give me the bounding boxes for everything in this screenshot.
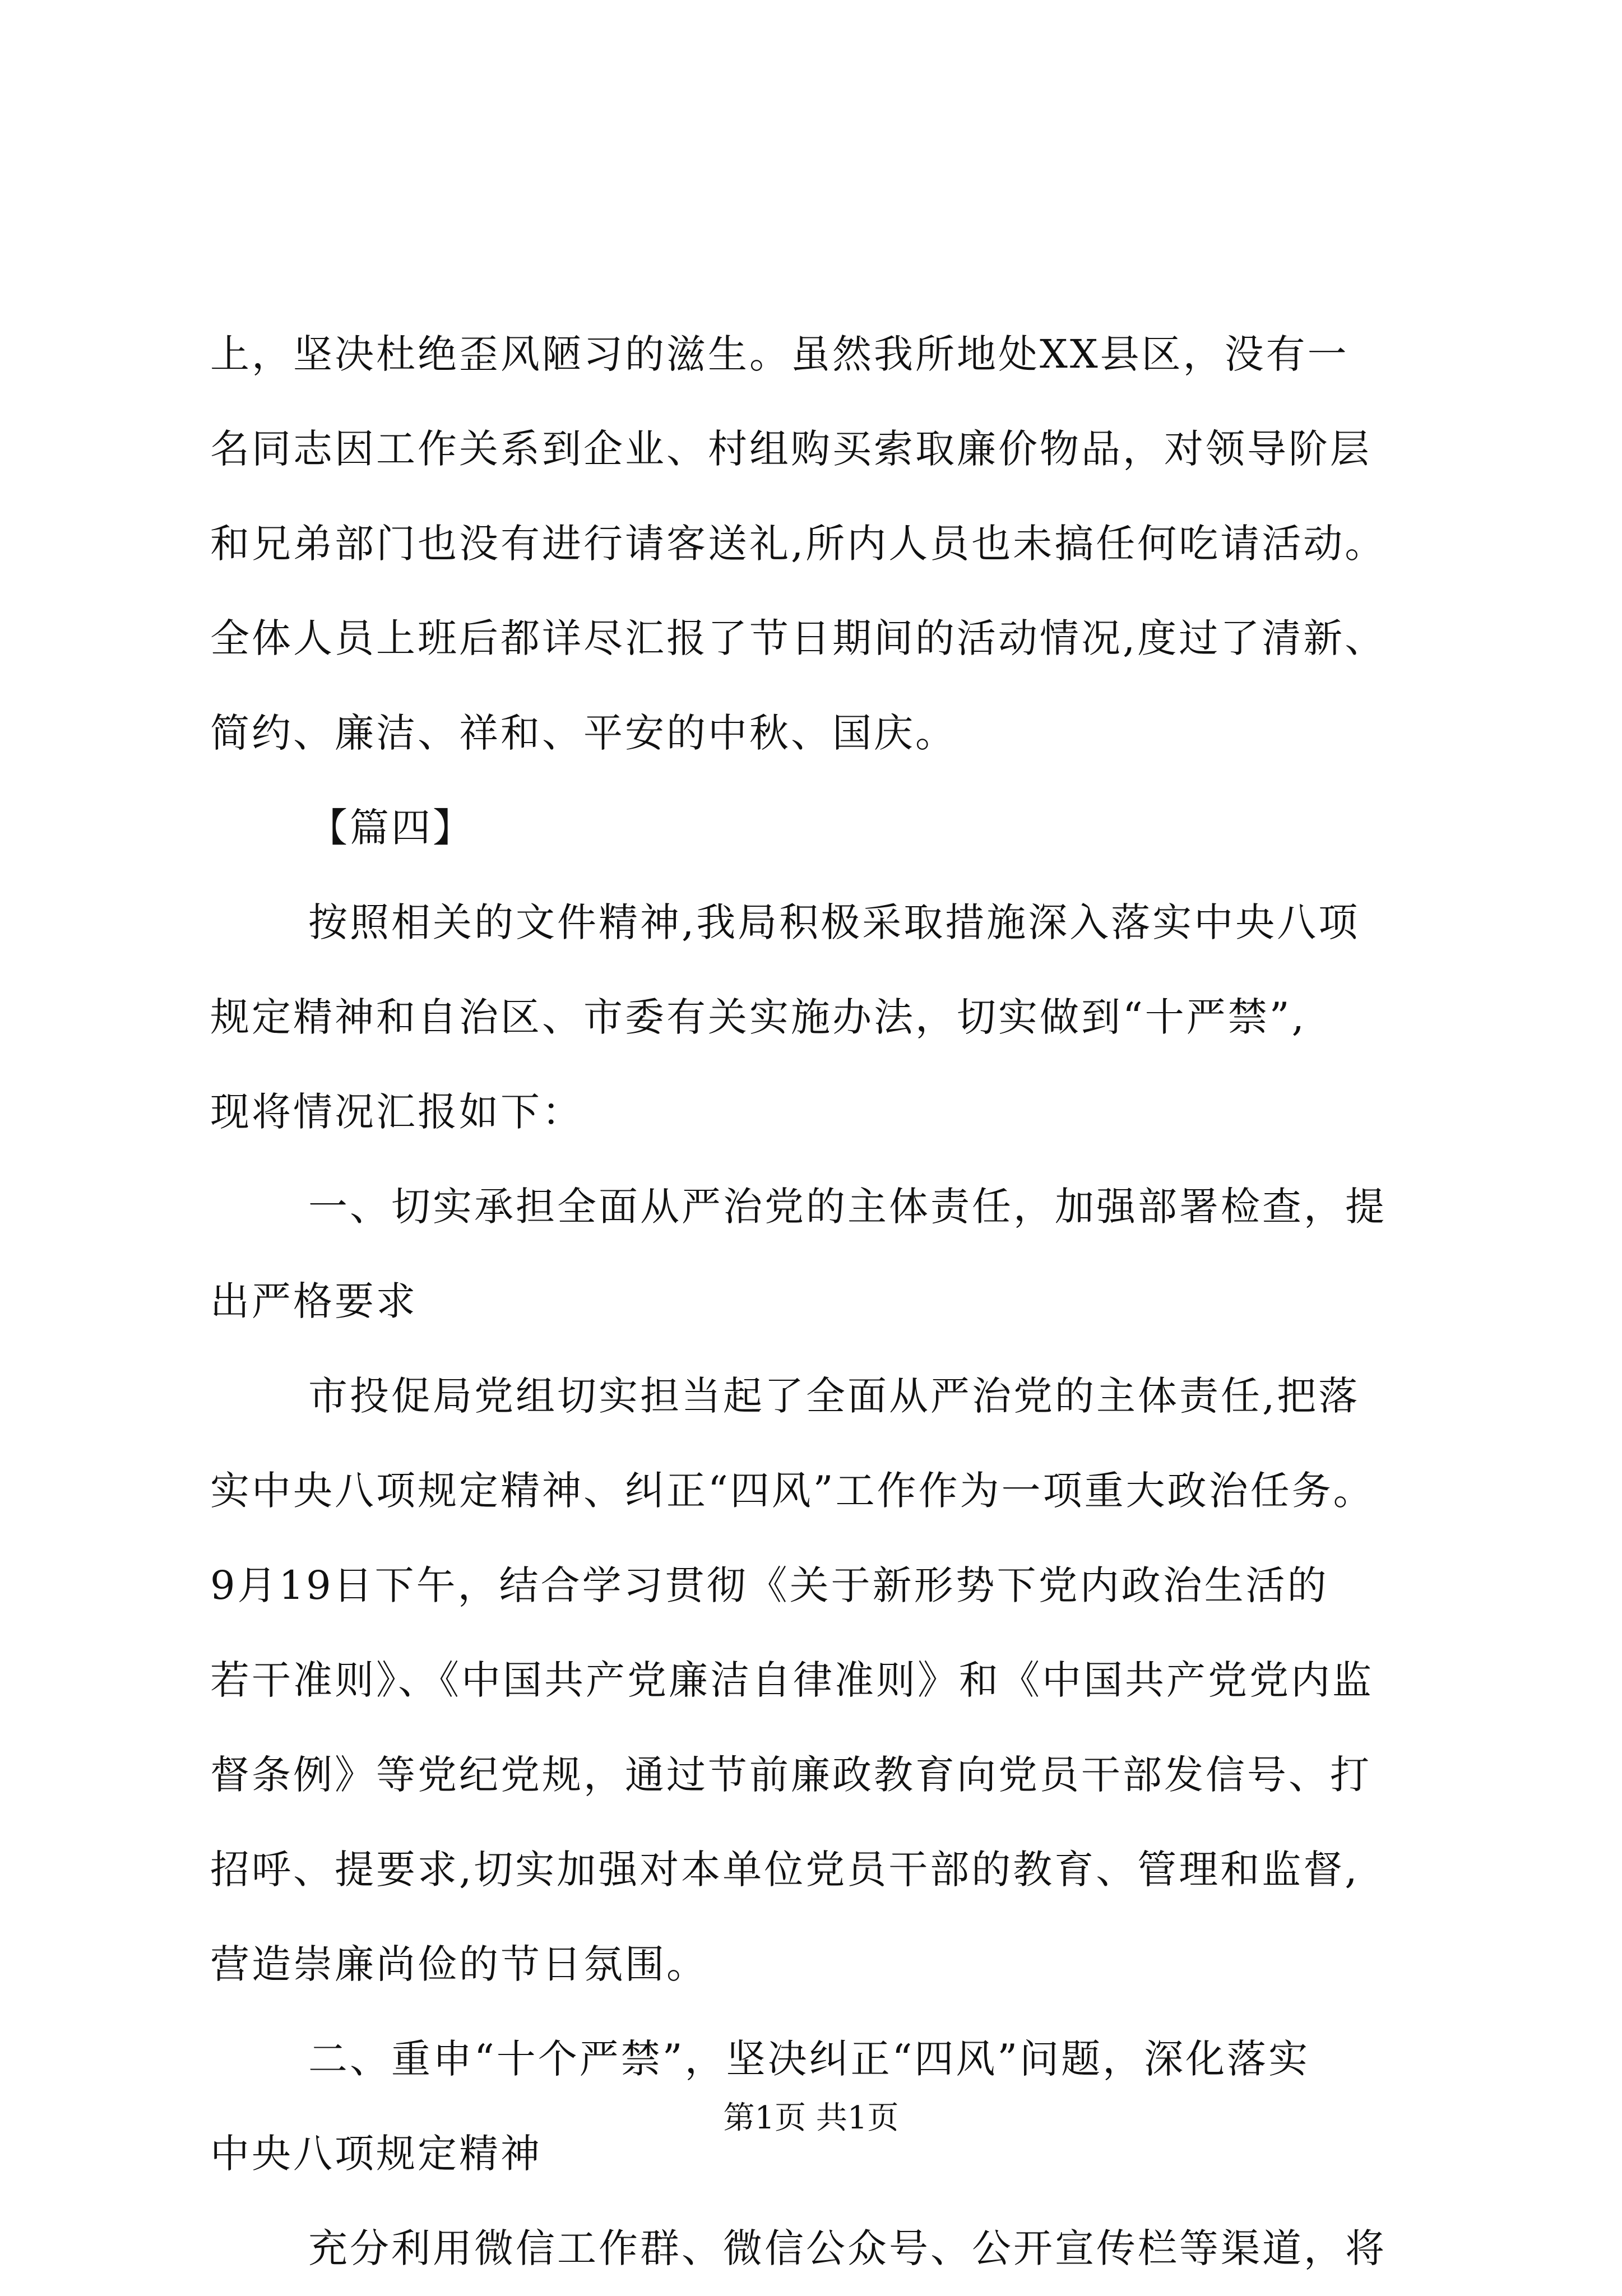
subheading-line: 出严格要求	[210, 1278, 418, 1324]
text-line: 按照相关的文件精神,我局积极采取措施深入落实中央八项	[308, 899, 1360, 945]
text-line: 简约、廉洁、祥和、平安的中秋、国庆。	[210, 710, 957, 756]
subheading-line: 中央八项规定精神	[210, 2131, 542, 2177]
text-line: 市投促局党组切实担当起了全面从严治党的主体责任,把落	[308, 1373, 1360, 1419]
text-line: 全体人员上班后都详尽汇报了节日期间的活动情况,度过了清新、	[210, 615, 1387, 661]
text-line: 营造崇廉尚俭的节日氛围。	[210, 1941, 708, 1987]
text-line: 若干准则》、《中国共产党廉洁自律准则》和《中国共产党党内监	[210, 1657, 1374, 1703]
text-line: 规定精神和自治区、市委有关实施办法，切实做到“十严禁”,	[210, 994, 1306, 1040]
subheading-line: 一、切实承担全面从严治党的主体责任，加强部署检查，提	[308, 1184, 1387, 1230]
document-body	[210, 307, 1499, 2296]
text-line: 招呼、提要求,切实加强对本单位党员干部的教育、管理和监督,	[210, 1847, 1360, 1893]
page-footer: 第1页 共1页	[723, 2100, 899, 2136]
text-line: 实中央八项规定精神、纠正“四风”工作作为一项重大政治任务。	[210, 1468, 1375, 1514]
text-line: 上，坚决杜绝歪风陋习的滋生。虽然我所地处XX县区，没有一	[210, 331, 1349, 377]
text-line: 督条例》等党纪党规，通过节前廉政教育向党员干部发信号、打	[210, 1752, 1371, 1798]
text-line: 和兄弟部门也没有进行请客送礼,所内人员也未搞任何吃请活动。	[210, 521, 1387, 567]
text-line: 9月19日下午，结合学习贯彻《关于新形势下党内政治生活的	[210, 1562, 1329, 1608]
text-line: 充分利用微信工作群、微信公众号、公开宣传栏等渠道，将	[308, 2225, 1387, 2271]
text-line: 现将情况汇报如下：	[210, 1089, 583, 1135]
text-line: 名同志因工作关系到企业、村组购买索取廉价物品，对领导阶层	[210, 426, 1371, 472]
subheading-line: 二、重申“十个严禁”，坚决纠正“四风”问题，深化落实	[308, 2036, 1310, 2082]
section-heading: 【篇四】	[308, 805, 474, 851]
